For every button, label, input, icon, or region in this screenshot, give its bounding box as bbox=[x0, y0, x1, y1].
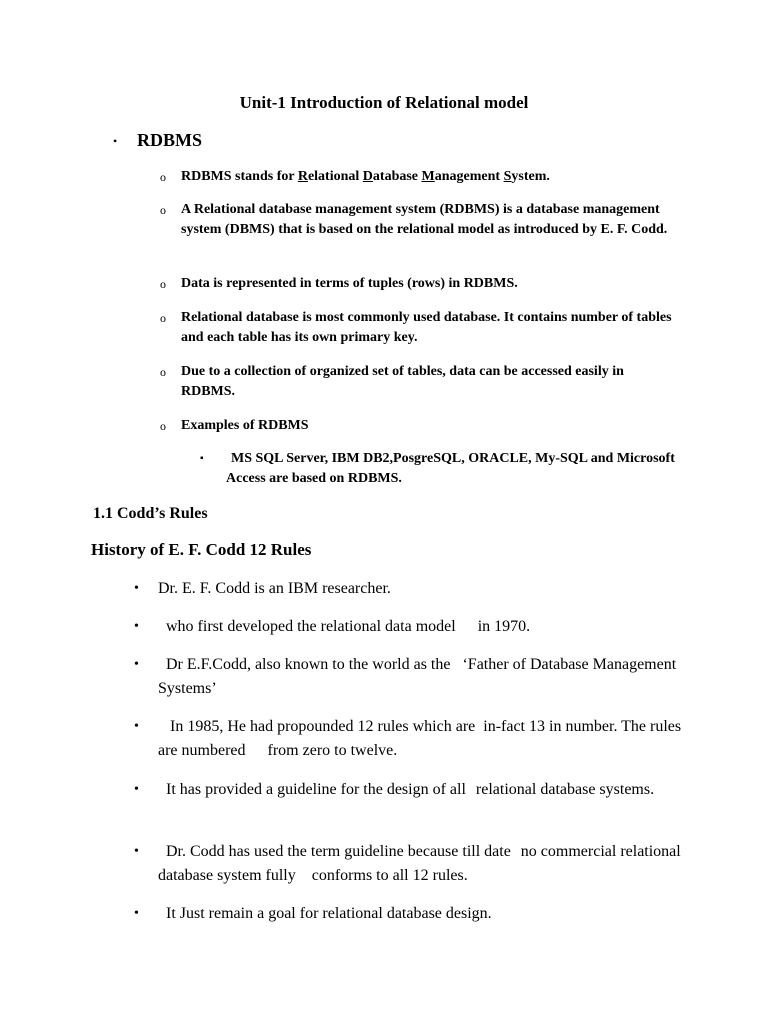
rdbms-examples-text: MS SQL Server, IBM DB2,PosgreSQL, ORACLE, My-SQL and Microsoft Access are based on RDBMS. bbox=[226, 451, 675, 486]
disc-bullet-icon: • bbox=[134, 844, 139, 859]
history-item-text: Dr E.F.Codd, also known to the world as the ‘Father of Database Management Systems’ bbox=[158, 656, 677, 697]
circle-bullet-icon: o bbox=[160, 311, 166, 325]
history-item-text: Dr. Codd has used the term guideline because till date no commercial relational database system fully conforms to all 12 rules. bbox=[158, 843, 681, 884]
circle-bullet-icon: o bbox=[160, 419, 166, 433]
rdbms-bullet: • bbox=[113, 134, 118, 148]
circle-bullet-icon: o bbox=[160, 203, 166, 217]
rdbms-heading: RDBMS bbox=[137, 130, 203, 150]
circle-bullet-icon: o bbox=[160, 170, 166, 184]
square-bullet-icon: ▪ bbox=[200, 453, 204, 464]
disc-bullet-icon: • bbox=[134, 906, 139, 921]
rdbms-item-text: Relational database is most commonly used database. It contains number of tables and each table has its own primary key. bbox=[181, 310, 672, 345]
disc-bullet-icon: • bbox=[134, 782, 139, 797]
history-item-text: who first developed the relational data model in 1970. bbox=[166, 618, 531, 635]
circle-bullet-icon: o bbox=[160, 277, 166, 291]
rdbms-definition-text: RDBMS stands for Relational Database Management System. bbox=[181, 169, 550, 184]
rdbms-item-text: Data is represented in terms of tuples (rows) in RDBMS. bbox=[181, 276, 518, 291]
history-item-text: In 1985, He had propounded 12 rules which are in-fact 13 in number. The rules are numbered from zero to twelve. bbox=[158, 718, 682, 759]
rdbms-item-text: Examples of RDBMS bbox=[181, 418, 309, 433]
history-item-text: Dr. E. F. Codd is an IBM researcher. bbox=[158, 580, 391, 597]
disc-bullet-icon: • bbox=[134, 581, 139, 596]
history-item-text: It Just remain a goal for relational database design. bbox=[166, 905, 492, 922]
disc-bullet-icon: • bbox=[134, 719, 139, 734]
section-heading-codds-rules: 1.1 Codd’s Rules bbox=[93, 505, 208, 522]
page-title: Unit-1 Introduction of Relational model bbox=[239, 93, 529, 112]
history-item-text: It has provided a guideline for the design of all relational database systems. bbox=[166, 781, 655, 798]
disc-bullet-icon: • bbox=[134, 619, 139, 634]
circle-bullet-icon: o bbox=[160, 365, 166, 379]
rdbms-item-text: A Relational database management system (RDBMS) is a database management system (DBMS) that is based on the relational model as introduced by E. F. Codd. bbox=[181, 202, 668, 237]
rdbms-item-text: Due to a collection of organized set of tables, data can be accessed easily in RDBMS. bbox=[181, 364, 624, 399]
section-heading-history: History of E. F. Codd 12 Rules bbox=[91, 540, 312, 559]
disc-bullet-icon: • bbox=[134, 657, 139, 672]
